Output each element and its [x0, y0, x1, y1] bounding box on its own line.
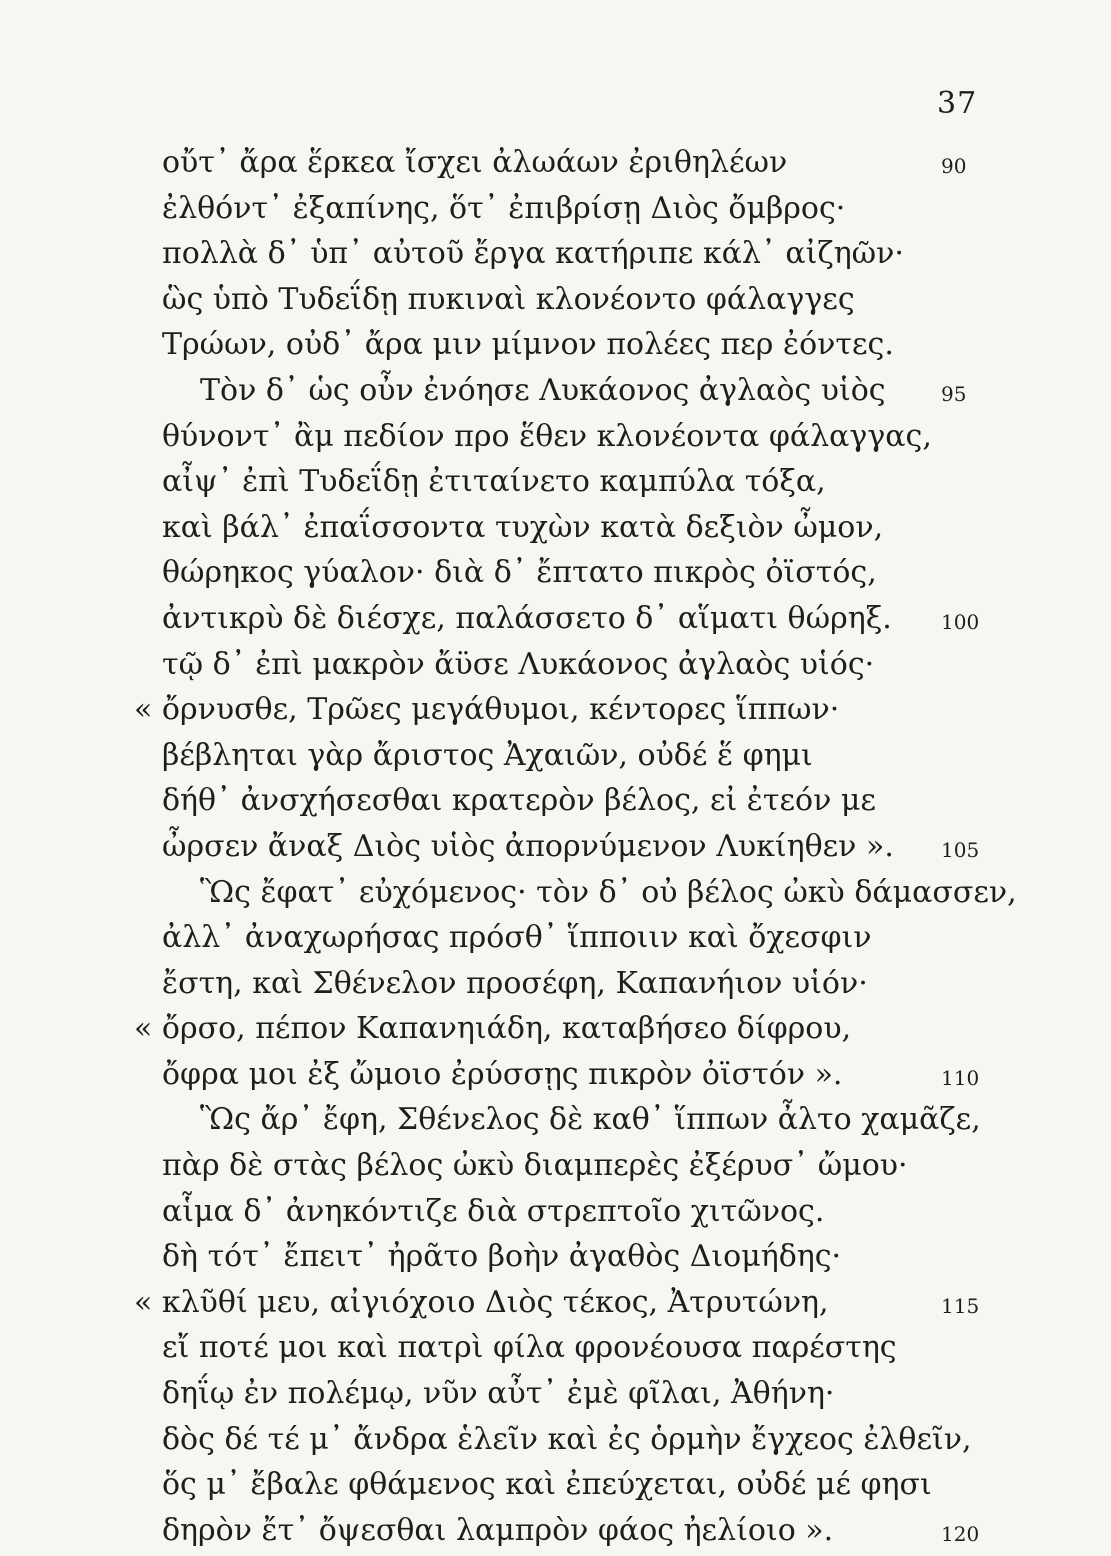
verse-line	[0, 690, 1111, 736]
verse-line	[0, 736, 1111, 782]
verse-text: τῷ δ᾽ ἐπὶ μακρὸν ἄϋσε Λυκάονος ἀγλαὸς υἱός·	[162, 646, 875, 682]
line-number: 110	[941, 1065, 980, 1090]
verse-line	[0, 1374, 1111, 1420]
verse-line	[0, 918, 1111, 964]
verse-text: δηΐῳ ἐν πολέμῳ, νῦν αὖτ᾽ ἐμὲ φῖλαι, Ἀθήνη·	[162, 1376, 835, 1412]
verse-text: βέβληται γὰρ ἄριστος Ἀχαιῶν, οὐδέ ἕ φημι	[162, 737, 813, 773]
line-number: 120	[941, 1521, 980, 1546]
verse-line	[0, 143, 1111, 189]
verse-line	[0, 781, 1111, 827]
verse-line	[0, 234, 1111, 280]
verse-line	[0, 508, 1111, 554]
line-number: 90	[941, 154, 967, 178]
verse-text: πολλὰ δ᾽ ὑπ᾽ αὐτοῦ ἔργα κατήριπε κάλ᾽ αἰζηῶν·	[162, 236, 904, 272]
verse-line	[0, 1146, 1111, 1192]
verse-text: θύνοντ᾽ ἂμ πεδίον προ ἕθεν κλονέοντα φάλαγγας,	[162, 418, 932, 454]
verse-line	[0, 371, 1111, 417]
verse-text: ἀντικρὺ δὲ διέσχε, παλάσσετο δ᾽ αἵματι θώρηξ.	[162, 600, 892, 636]
verse-text: ὣς ὑπὸ Τυδεΐδῃ πυκιναὶ κλονέοντο φάλαγγες	[162, 281, 855, 317]
verse-text: ὅς μ᾽ ἔβαλε φθάμενος καὶ ἐπεύχεται, οὐδέ μέ φησι	[162, 1467, 932, 1503]
verse-line	[0, 1465, 1111, 1511]
verse-text: πὰρ δὲ στὰς βέλος ὠκὺ διαμπερὲς ἐξέρυσ᾽ ὤμου·	[162, 1148, 908, 1184]
verse-line	[0, 1283, 1111, 1329]
verse-line	[0, 553, 1111, 599]
line-number: 95	[941, 381, 967, 406]
verse-text: ὦρσεν ἄναξ Διὸς υἱὸς ἀπορνύμενον Λυκίηθεν ».	[162, 828, 894, 864]
verse-text: Τρώων, οὐδ᾽ ἄρα μιν μίμνον πολέες περ ἐόντες.	[162, 327, 894, 363]
verse-text: εἴ ποτέ μοι καὶ πατρὶ φίλα φρονέουσα παρέστης	[162, 1330, 897, 1366]
poem-text	[0, 143, 1111, 1556]
verse-text: αἶψ᾽ ἐπὶ Τυδεΐδῃ ἐτιταίνετο καμπύλα τόξα,	[162, 464, 826, 500]
verse-line	[0, 1055, 1111, 1101]
verse-line	[0, 645, 1111, 691]
verse-text: θώρηκος γύαλον· διὰ δ᾽ ἔπτατο πικρὸς ὀϊστός,	[162, 555, 877, 591]
verse-line	[0, 1237, 1111, 1283]
verse-text: Ὣς ἄρ᾽ ἔφη, Σθένελος δὲ καθ᾽ ἵππων ἆλτο χαμᾶζε,	[200, 1102, 981, 1138]
line-number: 100	[941, 609, 980, 634]
verse-line	[0, 417, 1111, 463]
verse-line	[0, 1328, 1111, 1374]
verse-text: οὔτ᾽ ἄρα ἕρκεα ἴσχει ἀλωάων ἐριθηλέων	[162, 145, 788, 180]
verse-text: ὄφρα μοι ἐξ ὤμοιο ἐρύσσῃς πικρὸν ὀϊστόν ».	[162, 1056, 843, 1092]
verse-line	[0, 189, 1111, 235]
verse-text: αἷμα δ᾽ ἀνηκόντιζε διὰ στρεπτοῖο χιτῶνος.	[162, 1193, 825, 1229]
verse-line	[0, 1009, 1111, 1055]
verse-line	[0, 280, 1111, 326]
verse-text: ἔστη, καὶ Σθένελον προσέφη, Καπανήιον υἱόν·	[162, 965, 868, 1001]
verse-text: ἀλλ᾽ ἀναχωρήσας πρόσθ᾽ ἵπποιιν καὶ ὄχεσφιν	[162, 920, 872, 956]
verse-text: ἐλθόντ᾽ ἐξαπίνης, ὅτ᾽ ἐπιβρίσῃ Διὸς ὄμβρος·	[162, 190, 846, 226]
verse-line	[0, 1511, 1111, 1556]
verse-text: « ὄρσο, πέπον Καπανηιάδη, καταβήσεο δίφρου,	[134, 1011, 852, 1047]
page-number: 37	[937, 86, 978, 121]
verse-line	[0, 325, 1111, 371]
verse-text: καὶ βάλ᾽ ἐπαΐσσοντα τυχὼν κατὰ δεξιὸν ὦμον,	[162, 509, 884, 545]
verse-text: δηρὸν ἔτ᾽ ὄψεσθαι λαμπρὸν φάος ἠελίοιο ».	[162, 1512, 834, 1548]
verse-text: « ὄρνυσθε, Τρῶες μεγάθυμοι, κέντορες ἵππων·	[134, 692, 840, 728]
line-number: 105	[941, 837, 980, 862]
verse-line	[0, 599, 1111, 645]
verse-text: « κλῦθί μευ, αἰγιόχοιο Διὸς τέκος, Ἀτρυτώνη,	[134, 1284, 829, 1320]
verse-text: Τὸν δ᾽ ὡς οὖν ἐνόησε Λυκάονος ἀγλαὸς υἱὸς	[200, 372, 886, 408]
verse-text: Ὣς ἔφατ᾽ εὐχόμενος· τὸν δ᾽ οὐ βέλος ὠκὺ δάμασσεν,	[200, 874, 1017, 910]
verse-line	[0, 827, 1111, 873]
verse-text: δήθ᾽ ἀνσχήσεσθαι κρατερὸν βέλος, εἰ ἐτεόν με	[162, 783, 876, 819]
verse-line	[0, 1100, 1111, 1146]
verse-text: δὸς δέ τέ μ᾽ ἄνδρα ἑλεῖν καὶ ἐς ὁρμὴν ἔγχεος ἐλθεῖν,	[162, 1421, 972, 1457]
verse-line	[0, 873, 1111, 919]
line-number: 115	[941, 1293, 980, 1318]
verse-line	[0, 462, 1111, 508]
verse-line	[0, 1420, 1111, 1466]
verse-line	[0, 1192, 1111, 1238]
verse-text: δὴ τότ᾽ ἔπειτ᾽ ἠρᾶτο βοὴν ἀγαθὸς Διομήδης·	[162, 1239, 842, 1275]
verse-line	[0, 964, 1111, 1010]
